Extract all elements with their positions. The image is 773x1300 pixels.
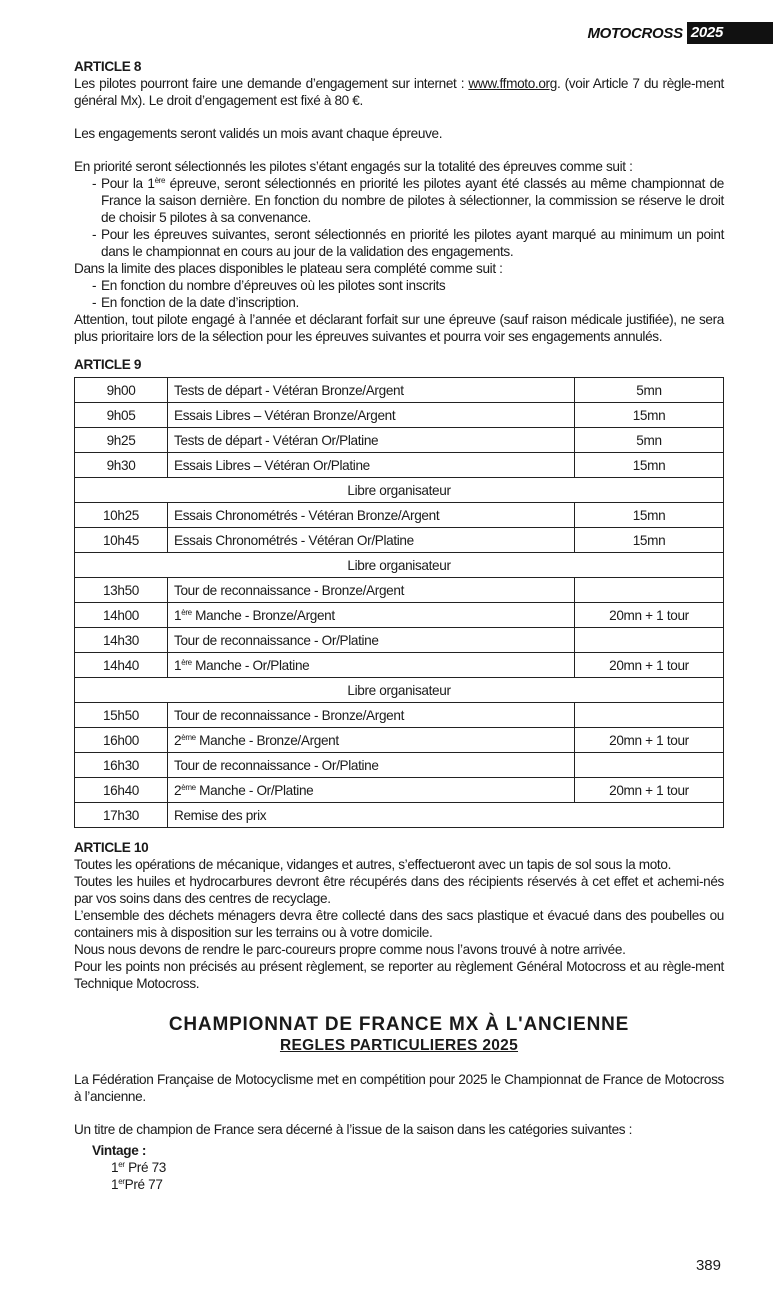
schedule-duration-cell: 5mn: [575, 428, 724, 453]
schedule-break-cell: Libre organisateur: [75, 553, 724, 578]
schedule-time-cell: 9h30: [75, 453, 168, 478]
schedule-event-cell: [168, 653, 575, 678]
event-text: Essais Chronométrés - Vétéran Or/Platine: [174, 532, 414, 548]
championship-subtitle: REGLES PARTICULIERES 2025: [279, 1037, 519, 1054]
schedule-row: [75, 403, 724, 428]
schedule-duration-cell: 20mn + 1 tour: [575, 778, 724, 803]
schedule-event-cell: [168, 628, 575, 653]
schedule-duration-cell: 15mn: [575, 528, 724, 553]
text-span: Pré 77: [124, 1177, 163, 1192]
schedule-time-cell: 16h00: [75, 728, 168, 753]
category-item: [74, 1159, 724, 1176]
schedule-time-cell: 10h45: [75, 528, 168, 553]
event-text: 1: [174, 607, 182, 623]
text-span: épreuve, seront sélectionnés en priorité les pilotes ayant été classés au même championnat de France la saison dernière. En fonction du nombre de pilotes à sélectionner, la commission se réserve le droit de choisir 5 pilotes à sa convenance.: [101, 176, 724, 225]
schedule-time-cell: 16h40: [75, 778, 168, 803]
schedule-body: [75, 378, 724, 828]
schedule-event-cell: [168, 428, 575, 453]
schedule-event-cell: [168, 753, 575, 778]
schedule-event-cell: [168, 503, 575, 528]
schedule-duration-cell: [575, 628, 724, 653]
superscript: ère: [181, 657, 192, 667]
event-text: Essais Libres – Vétéran Bronze/Argent: [174, 407, 396, 423]
text-span: 1: [111, 1177, 119, 1192]
schedule-time-cell: 9h25: [75, 428, 168, 453]
article-8-paragraph-4: Dans la limite des places disponibles le plateau sera complété comme suit :: [74, 261, 503, 276]
priority-list: [74, 175, 724, 260]
schedule-row: [75, 603, 724, 628]
superscript: er: [118, 1177, 125, 1186]
schedule-row: [75, 553, 724, 578]
schedule-row: [75, 653, 724, 678]
schedule-row: [75, 578, 724, 603]
superscript: er: [118, 1160, 125, 1169]
article-10-title: ARTICLE 10: [74, 840, 149, 855]
schedule-table: [74, 377, 724, 828]
article-10-line: Toutes les huiles et hydrocarbures devront être récupérés dans des récipients réservés à cet effet et achemi-nés par vos soins dans des centres de recyclage.: [74, 874, 724, 906]
superscript: ème: [181, 782, 196, 792]
schedule-time-cell: 14h40: [75, 653, 168, 678]
article-10-line: Nous nous devons de rendre le parc-coureurs propre comme nous l’avons trouvé à notre arrivée.: [74, 942, 626, 957]
event-text: Tests de départ - Vétéran Bronze/Argent: [174, 382, 404, 398]
schedule-duration-cell: 15mn: [575, 453, 724, 478]
schedule-row: [75, 428, 724, 453]
page-header: [587, 22, 773, 44]
category-title: Vintage :: [92, 1143, 147, 1158]
article-10-line: L’ensemble des déchets ménagers devra être collecté dans des sacs plastique et évacué dans des poubelles ou containers mis à disposition sur les terrains ou à votre domicile.: [74, 908, 724, 940]
category-item: [74, 1176, 724, 1193]
event-text: Tour de reconnaissance - Or/Platine: [174, 632, 379, 648]
completion-item-2: - En fonction de la date d’inscription.: [92, 294, 724, 311]
schedule-event-cell: [168, 403, 575, 428]
championship-paragraph-2: Un titre de champion de France sera décerné à l’issue de la saison dans les catégories suivantes :: [74, 1122, 633, 1137]
schedule-break-cell: Libre organisateur: [75, 678, 724, 703]
event-text: 1: [174, 657, 182, 673]
text-span: Pour la 1: [101, 176, 155, 191]
text-span: Pré 73: [124, 1160, 167, 1175]
completion-item-1: - En fonction du nombre d’épreuves où les pilotes sont inscrits: [92, 277, 724, 294]
schedule-duration-cell: 20mn + 1 tour: [575, 728, 724, 753]
article-8-paragraph-3: En priorité seront sélectionnés les pilotes s’étant engagés sur la totalité des épreuves comme suit :: [74, 159, 633, 174]
schedule-event-cell: [168, 453, 575, 478]
schedule-row: [75, 503, 724, 528]
superscript: ème: [181, 732, 196, 742]
schedule-row: [75, 378, 724, 403]
schedule-event-cell: [168, 578, 575, 603]
article-10-body: [74, 856, 724, 992]
schedule-duration-cell: [575, 703, 724, 728]
schedule-duration-cell: [575, 753, 724, 778]
schedule-row: [75, 678, 724, 703]
text-span: Les pilotes pourront faire une demande d’engagement sur internet :: [74, 76, 469, 91]
schedule-event-cell: [168, 728, 575, 753]
event-text: 2: [174, 732, 182, 748]
page-number: 389: [695, 1257, 721, 1274]
event-text: Tour de reconnaissance - Bronze/Argent: [174, 707, 405, 723]
article-8-paragraph-1: [74, 75, 724, 109]
championship-title: CHAMPIONNAT DE FRANCE MX À L'ANCIENNE: [168, 1014, 630, 1035]
schedule-time-cell: 9h05: [75, 403, 168, 428]
text-span: . (voir Article 7 du règle-ment général Mx). Le droit d’engagement est fixé à 80 €.: [74, 76, 724, 108]
event-text: Tests de départ - Vétéran Or/Platine: [174, 432, 379, 448]
event-text: Manche - Or/Platine: [191, 657, 310, 673]
schedule-time-cell: 14h30: [75, 628, 168, 653]
text-span: 1: [111, 1160, 119, 1175]
championship-paragraph-1: La Fédération Française de Motocyclisme met en compétition pour 2025 le Championnat de France de Motocross à l’ancienne.: [74, 1072, 724, 1104]
schedule-event-cell: [168, 528, 575, 553]
schedule-event-cell: [168, 378, 575, 403]
schedule-row: [75, 703, 724, 728]
schedule-row: [75, 528, 724, 553]
schedule-duration-cell: 20mn + 1 tour: [575, 603, 724, 628]
schedule-time-cell: 17h30: [75, 803, 168, 828]
schedule-time-cell: 13h50: [75, 578, 168, 603]
header-year: 2025: [687, 22, 773, 44]
schedule-time-cell: 15h50: [75, 703, 168, 728]
completion-list: [74, 277, 724, 311]
schedule-duration-cell: 5mn: [575, 378, 724, 403]
article-9-title: ARTICLE 9: [74, 357, 142, 372]
priority-item-first-race: [92, 175, 724, 226]
event-text: 2: [174, 782, 182, 798]
schedule-duration-cell: 15mn: [575, 403, 724, 428]
event-text: Essais Chronométrés - Vétéran Bronze/Argent: [174, 507, 440, 523]
page-content: [74, 58, 724, 1193]
event-text: Manche - Bronze/Argent: [195, 732, 339, 748]
schedule-event-cell: [168, 803, 724, 828]
priority-item-next-races: - Pour les épreuves suivantes, seront sélectionnés en priorité les pilotes ayant marqué au minimum un point dans le championnat en cours au jour de la validation des engagements.: [92, 226, 724, 260]
schedule-row: [75, 778, 724, 803]
schedule-event-cell: [168, 703, 575, 728]
schedule-break-cell: Libre organisateur: [75, 478, 724, 503]
schedule-row: [75, 453, 724, 478]
article-10-line: Toutes les opérations de mécanique, vidanges et autres, s’effectueront avec un tapis de sol sous la moto.: [74, 857, 671, 872]
schedule-duration-cell: 20mn + 1 tour: [575, 653, 724, 678]
schedule-row: [75, 728, 724, 753]
event-text: Manche - Or/Platine: [195, 782, 314, 798]
event-text: Essais Libres – Vétéran Or/Platine: [174, 457, 370, 473]
article-8-paragraph-5: Attention, tout pilote engagé à l’année et déclarant forfait sur une épreuve (sauf raison médicale justifiée), ne sera plus prioritaire lors de la sélection pour les épreuves suivantes et pourra voir ses engagements annulés.: [74, 312, 724, 344]
superscript: ère: [181, 607, 192, 617]
schedule-row: [75, 628, 724, 653]
article-8-title: ARTICLE 8: [74, 59, 142, 74]
event-text: Manche - Bronze/Argent: [191, 607, 335, 623]
schedule-duration-cell: 15mn: [575, 503, 724, 528]
event-text: Remise des prix: [174, 807, 267, 823]
schedule-time-cell: 14h00: [75, 603, 168, 628]
schedule-row: [75, 478, 724, 503]
schedule-row: [75, 803, 724, 828]
event-text: Tour de reconnaissance - Or/Platine: [174, 757, 379, 773]
article-8-paragraph-2: Les engagements seront validés un mois avant chaque épreuve.: [74, 126, 443, 141]
ffmoto-link[interactable]: www.ffmoto.org: [468, 76, 557, 91]
schedule-time-cell: 9h00: [75, 378, 168, 403]
event-text: Tour de reconnaissance - Bronze/Argent: [174, 582, 405, 598]
schedule-duration-cell: [575, 578, 724, 603]
header-brand: MOTOCROSS: [587, 24, 683, 42]
article-10-line: Pour les points non précisés au présent règlement, se reporter au règlement Général Motocross et au règle-ment Technique Motocross.: [74, 959, 724, 991]
schedule-event-cell: [168, 603, 575, 628]
schedule-time-cell: 10h25: [75, 503, 168, 528]
schedule-row: [75, 753, 724, 778]
schedule-event-cell: [168, 778, 575, 803]
superscript: ère: [154, 176, 166, 185]
schedule-time-cell: 16h30: [75, 753, 168, 778]
